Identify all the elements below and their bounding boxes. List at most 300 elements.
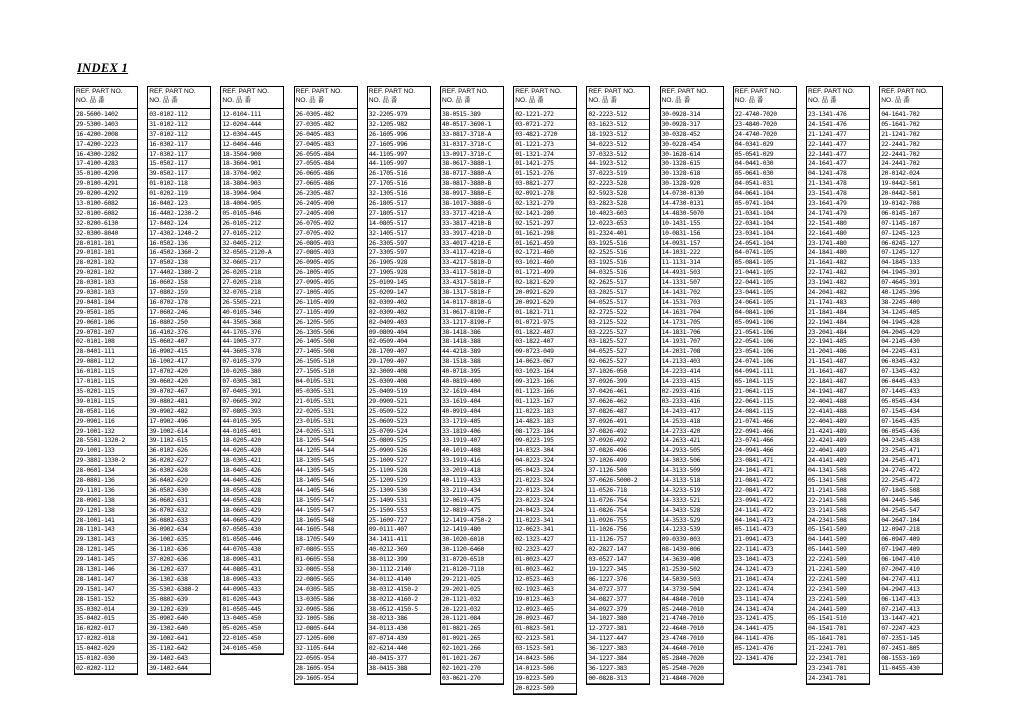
index-entry: 33-1819-406	[441, 427, 503, 437]
index-entry: 07-2247-423	[880, 624, 942, 634]
index-entry: 17-0502-138	[148, 258, 210, 268]
index-entry: 04-0541-031	[734, 179, 796, 189]
index-entry: 38-0817-3880-B	[441, 179, 503, 189]
index-entry: 28-1401-147	[75, 575, 137, 585]
index-entry: 17-0202-018	[75, 634, 137, 644]
index-entry: 06-1227-376	[587, 575, 649, 585]
index-entry: 05-2840-7020	[661, 654, 723, 664]
index-entry: 31-0102-112	[148, 120, 210, 130]
index-entry: 03-0527-147	[587, 555, 649, 565]
index-entry: 29-0101-101	[75, 248, 137, 258]
index-entry: 25-1609-727	[368, 516, 430, 526]
index-entry: 16-4402-1230-2	[148, 209, 210, 219]
index-entry: 22-1541-480	[807, 219, 869, 229]
index-entry: 25-0309-408	[368, 377, 430, 387]
index-entry: 14-2533-418	[661, 417, 723, 427]
index-entry: 30-1112-2140	[368, 565, 430, 575]
index-entry: 26-1705-516	[368, 169, 430, 179]
index-entry: 39-0502-117	[148, 169, 210, 179]
column-header	[441, 87, 503, 109]
index-entry: 22-1641-480	[807, 229, 869, 239]
index-entry: 02-2223-528	[587, 179, 649, 189]
index-entry: 07-0805-393	[221, 407, 283, 417]
index-entry: 38-1418-386	[441, 328, 503, 338]
index-entry: 34-1245-405	[880, 308, 942, 318]
index-entry: 37-1026-050	[587, 367, 649, 377]
index-entry: 01-1521-276	[514, 169, 576, 179]
index-entry: 34-0223-512	[587, 140, 649, 150]
index-entry: 02-6214-440	[368, 644, 430, 654]
index-entry: 19-0442-501	[880, 179, 942, 189]
index-entry: 44-0505-428	[221, 496, 283, 506]
index-entry: 37-0826-487	[587, 407, 649, 417]
index-entry: 02-0921-278	[514, 189, 576, 199]
index-entry: 27-1805-517	[368, 209, 430, 219]
index-entry: 30-0928-314	[661, 110, 723, 120]
index-entry: 40-0105-346	[221, 308, 283, 318]
index-entry: 14-2133-403	[661, 357, 723, 367]
index-entry: 06-1147-413	[880, 595, 942, 605]
index-entry: 44-3505-368	[221, 318, 283, 328]
index-entry: 17-0402-124	[148, 219, 210, 229]
index-entry: 16-0101-115	[75, 367, 137, 377]
column-rows	[295, 109, 357, 684]
header-no-hinban: NO. 品 番	[515, 97, 544, 104]
index-entry: 27-1105-499	[295, 308, 357, 318]
index-entry: 36-0302-628	[148, 466, 210, 476]
header-no-hinban: NO. 品 番	[661, 97, 691, 104]
index-entry: 34-0827-377	[587, 595, 649, 605]
index-entry: 26-1105-499	[295, 298, 357, 308]
index-entry: 28-1605-954	[295, 664, 357, 674]
index-entry: 05-0545-434	[880, 397, 942, 407]
index-entry: 40-0212-369	[368, 545, 430, 555]
index-entry: 26-2405-490	[295, 199, 357, 209]
index-entry: 34-0113-430	[368, 624, 430, 634]
index-entry: 14-0117-8010-G	[441, 298, 503, 308]
index-entry: 07-1245-123	[880, 229, 942, 239]
index-entry: 11-1131-314	[661, 258, 723, 268]
index-entry: 23-1541-478	[807, 189, 869, 199]
header-ref-part-no: REF. PART NO.	[76, 88, 123, 95]
index-entry: 37-0826-492	[587, 427, 649, 437]
index-entry: 39-0902-482	[148, 407, 210, 417]
index-entry: 40-1119-433	[441, 476, 503, 486]
index-entry: 01-0721-975	[514, 318, 576, 328]
index-entry: 26-0905-495	[295, 258, 357, 268]
index-entry: 21-0741-466	[734, 417, 796, 427]
index-entry: 44-3605-378	[221, 347, 283, 357]
index-entry: 24-2441-509	[807, 605, 869, 615]
index-entry: 28-0401-111	[75, 347, 137, 357]
index-entry: 28-0301-103	[75, 278, 137, 288]
index-entry: 04-1945-428	[880, 318, 942, 328]
index-entry: 18-0205-420	[221, 436, 283, 446]
index-entry: 24-0641-105	[734, 298, 796, 308]
index-entry: 04-2747-411	[880, 575, 942, 585]
index-entry: 29-0801-112	[75, 357, 137, 367]
index-entry: 25-1009-527	[368, 456, 430, 466]
index-entry: 23-4840-7020	[734, 120, 796, 130]
index-entry: 24-1941-487	[807, 387, 869, 397]
index-entry: 30-1628-614	[661, 150, 723, 160]
index-entry: 20-0923-467	[514, 614, 576, 624]
index-entry: 26-0605-486	[295, 169, 357, 179]
index-entry: 38-1518-388	[441, 357, 503, 367]
index-entry: 35-0302-014	[75, 605, 137, 615]
index-entry: 14-0805-517	[368, 219, 430, 229]
index-entry: 38-0415-388	[368, 664, 430, 674]
index-entry: 02-2223-512	[587, 110, 649, 120]
index-entry: 01-1621-459	[514, 239, 576, 249]
index-entry: 21-0941-473	[734, 535, 796, 545]
index-entry: 19-0223-509	[514, 674, 576, 684]
index-entry: 07-2351-145	[880, 634, 942, 644]
index-entry: 14-4730-0131	[661, 199, 723, 209]
index-entry: 23-0341-104	[734, 229, 796, 239]
index-entry: 34-0927-379	[587, 605, 649, 615]
index-entry: 24-4640-7010	[661, 644, 723, 654]
index-entry: 07-1445-433	[880, 387, 942, 397]
index-entry: 03-1825-527	[587, 337, 649, 347]
index-entry: 14-4931-503	[661, 268, 723, 278]
index-entry: 12-1419-480	[441, 525, 503, 535]
index-entry: 26-0305-482	[295, 110, 357, 120]
index-entry: 26-5505-221	[221, 298, 283, 308]
index-entry: 24-0541-104	[734, 239, 796, 249]
index-entry: 34-1027-380	[587, 614, 649, 624]
index-entry: 35-0802-639	[148, 595, 210, 605]
index-entry: 34-1411-411	[368, 535, 430, 545]
index-entry: 07-1947-409	[880, 545, 942, 555]
index-entry: 04-2145-430	[880, 337, 942, 347]
index-entry: 13-0100-6082	[75, 199, 137, 209]
index-entry: 14-3739-504	[661, 585, 723, 595]
index-entry: 24-0941-466	[734, 446, 796, 456]
index-entry: 07-2451-805	[880, 644, 942, 654]
index-entry: 12-0523-463	[514, 575, 576, 585]
index-entry: 27-0405-483	[295, 140, 357, 150]
index-entry: 01-1821-711	[514, 308, 576, 318]
index-entry: 02-2827-147	[587, 545, 649, 555]
index-entry: 28-0201-102	[75, 258, 137, 268]
index-entry: 07-1845-508	[880, 486, 942, 496]
index-entry: 04-0105-531	[295, 377, 357, 387]
index-entry: 37-0223-519	[587, 169, 649, 179]
index-entry: 22-4041-488	[807, 397, 869, 407]
index-entry: 14-3033-506	[661, 456, 723, 466]
index-entry: 21-1641-487	[807, 367, 869, 377]
index-entry: 04-0941-111	[734, 367, 796, 377]
index-entry: 14-0931-157	[661, 239, 723, 249]
index-entry: 22-0341-104	[734, 219, 796, 229]
index-entry: 21-1641-482	[807, 258, 869, 268]
index-entry: 03-0102-112	[148, 110, 210, 120]
index-entry: 25-1109-528	[368, 466, 430, 476]
index-entry: 04-1641-702	[880, 110, 942, 120]
index-entry: 04-0641-104	[734, 189, 796, 199]
index-entry: 31-0617-8190-F	[441, 308, 503, 318]
index-entry: 17-4302-1240-2	[148, 229, 210, 239]
index-entry: 05-0105-046	[221, 209, 283, 219]
index-entry: 04-0223-324	[514, 456, 576, 466]
index-entry: 01-1321-274	[514, 150, 576, 160]
column-rows	[734, 109, 796, 664]
index-entry: 29-0909-521	[368, 397, 430, 407]
index-column	[586, 86, 650, 685]
index-entry: 22-2441-702	[880, 140, 942, 150]
index-entry: 14-1233-539	[661, 525, 723, 535]
index-entry: 26-3305-597	[368, 239, 430, 249]
index-entry: 21-1241-702	[880, 130, 942, 140]
column-rows	[807, 109, 869, 684]
index-entry: 36-0502-630	[148, 486, 210, 496]
index-entry: 38-0917-3880-E	[441, 189, 503, 199]
index-entry: 21-4840-7020	[661, 674, 723, 684]
index-entry: 22-1741-482	[807, 268, 869, 278]
index-entry: 37-0626-5000-2	[587, 476, 649, 486]
index-entry: 02-5923-528	[587, 189, 649, 199]
index-entry: 01-0921-265	[441, 634, 503, 644]
header-ref-part-no: REF. PART NO.	[881, 88, 928, 95]
index-entry: 32-0605-217	[221, 258, 283, 268]
index-entry: 22-0105-450	[221, 634, 283, 644]
index-entry: 28-0801-136	[75, 476, 137, 486]
index-entry: 22-1441-477	[807, 150, 869, 160]
index-entry: 27-1605-996	[368, 140, 430, 150]
column-header	[587, 87, 649, 109]
index-entry: 22-1441-477	[807, 140, 869, 150]
index-entry: 13-1447-421	[880, 614, 942, 624]
index-entry: 06-1047-410	[880, 555, 942, 565]
index-entry: 36-1202-637	[148, 565, 210, 575]
index-entry: 22-0205-531	[295, 407, 357, 417]
index-entry: 35-0902-640	[148, 614, 210, 624]
index-entry: 14-1931-707	[661, 337, 723, 347]
index-entry: 30-1120-6460	[441, 545, 503, 555]
index-entry: 14-4830-5070	[661, 209, 723, 219]
index-entry: 16-0702-178	[148, 298, 210, 308]
index-entry: 01-1421-275	[514, 159, 576, 169]
index-entry: 01-2539-502	[661, 565, 723, 575]
index-entry: 09-3123-166	[514, 377, 576, 387]
index-entry: 40-1245-396	[880, 288, 942, 298]
index-entry: 32-0905-586	[295, 605, 357, 615]
index-entry: 33-3717-4210-A	[441, 209, 503, 219]
index-entry: 22-2441-702	[880, 150, 942, 160]
index-entry: 24-1141-472	[734, 506, 796, 516]
index-entry: 44-0805-431	[221, 565, 283, 575]
index-entry: 40-0819-400	[441, 377, 503, 387]
index-entry: 07-1645-435	[880, 417, 942, 427]
index-entry: 37-0926-491	[587, 417, 649, 427]
index-entry: 08-1723-184	[514, 427, 576, 437]
index-entry: 38-1317-5810-F	[441, 288, 503, 298]
index-entry: 25-0109-145	[368, 278, 430, 288]
index-entry: 23-0105-531	[295, 417, 357, 427]
index-entry: 22-4041-489	[807, 446, 869, 456]
index-entry: 15-0102-030	[75, 654, 137, 664]
index-entry: 23-0941-472	[734, 496, 796, 506]
index-entry: 24-2441-702	[880, 159, 942, 169]
index-entry: 29-5300-1403	[75, 120, 137, 130]
index-entry: 22-0541-106	[734, 337, 796, 347]
index-entry: 32-0300-8040	[75, 229, 137, 239]
index-entry: 14-3433-528	[661, 506, 723, 516]
index-entry: 39-1002-641	[148, 634, 210, 644]
index-entry: 00-0828-313	[587, 674, 649, 684]
index-entry: 27-2405-490	[295, 209, 357, 219]
index-entry: 14-1331-507	[661, 278, 723, 288]
index-entry: 23-2241-509	[807, 595, 869, 605]
index-entry: 31-0317-3710-C	[441, 140, 503, 150]
index-entry: 01-0605-558	[295, 555, 357, 565]
index-entry: 18-4004-905	[221, 199, 283, 209]
index-entry: 14-5039-503	[661, 575, 723, 585]
index-entry: 02-2625-517	[587, 278, 649, 288]
index-entry: 35-5302-6380-2	[148, 585, 210, 595]
index-entry: 06-0345-432	[880, 357, 942, 367]
index-column	[440, 86, 504, 685]
index-entry: 12-0304-445	[221, 130, 283, 140]
index-entry: 29-0901-116	[75, 417, 137, 427]
header-ref-part-no: REF. PART NO.	[588, 88, 635, 95]
index-entry: 05-0641-030	[734, 169, 796, 179]
index-entry: 05-0541-029	[734, 150, 796, 160]
index-entry: 15-0602-407	[148, 337, 210, 347]
index-entry: 14-3533-529	[661, 516, 723, 526]
index-entry: 27-0805-493	[295, 248, 357, 258]
index-entry: 26-0405-483	[295, 130, 357, 140]
page-title: INDEX 1	[77, 61, 129, 75]
index-entry: 21-2241-701	[807, 644, 869, 654]
index-entry: 32-1205-982	[368, 120, 430, 130]
index-entry: 23-1141-474	[734, 595, 796, 605]
index-entry: 28-5501-1320-2	[75, 436, 137, 446]
column-rows	[441, 109, 503, 684]
index-entry: 19-0142-708	[880, 199, 942, 209]
index-entry: 03-0721-272	[514, 120, 576, 130]
index-entry: 04-1945-391	[880, 268, 942, 278]
index-entry: 02-1221-272	[514, 110, 576, 120]
index-entry: 18-1505-547	[295, 496, 357, 506]
index-entry: 14-0323-304	[514, 446, 576, 456]
index-entry: 28-0901-138	[75, 496, 137, 506]
index-entry: 09-0723-049	[514, 347, 576, 357]
index-entry: 29-1001-133	[75, 446, 137, 456]
index-entry: 07-0714-439	[368, 634, 430, 644]
index-entry: 37-0926-492	[587, 436, 649, 446]
index-entry: 14-2031-708	[661, 347, 723, 357]
index-entry: 10-0205-380	[221, 367, 283, 377]
index-entry: 04-0525-517	[587, 298, 649, 308]
index-entry: 05-2440-7010	[661, 605, 723, 615]
index-entry: 14-2933-505	[661, 446, 723, 456]
index-entry: 33-1919-407	[441, 436, 503, 446]
index-entry: 39-0702-467	[148, 387, 210, 397]
index-entry: 05-1441-509	[807, 545, 869, 555]
index-entry: 21-2041-486	[807, 347, 869, 357]
index-entry: 26-1205-505	[295, 318, 357, 328]
index-entry: 19-1227-345	[587, 565, 649, 575]
index-column	[660, 86, 724, 685]
index-entry: 07-1545-434	[880, 407, 942, 417]
index-entry: 34-1127-447	[587, 634, 649, 644]
index-entry: 09-0809-404	[368, 328, 430, 338]
index-entry: 25-0709-524	[368, 427, 430, 437]
index-entry: 18-0905-433	[221, 575, 283, 585]
index-entry: 27-0205-218	[221, 278, 283, 288]
index-entry: 24-4740-7020	[734, 130, 796, 140]
index-entry: 18-3504-900	[221, 150, 283, 160]
column-rows	[148, 109, 210, 674]
index-entry: 18-0505-428	[221, 486, 283, 496]
index-entry: 22-1841-487	[807, 377, 869, 387]
index-entry: 25-1309-530	[368, 486, 430, 496]
index-entry: 44-1605-548	[295, 525, 357, 535]
index-entry: 18-1305-545	[295, 456, 357, 466]
index-entry: 24-0423-324	[514, 506, 576, 516]
index-entry: 35-0100-4290	[75, 169, 137, 179]
index-column	[806, 86, 870, 685]
index-entry: 33-3917-4210-D	[441, 229, 503, 239]
index-entry: 40-0415-377	[368, 654, 430, 664]
index-entry: 04-2647-104	[880, 516, 942, 526]
index-entry: 23-1741-480	[807, 239, 869, 249]
index-entry: 22-4640-7010	[661, 624, 723, 634]
column-header	[368, 87, 430, 109]
index-entry: 03-2333-416	[661, 397, 723, 407]
index-entry: 29-0701-107	[75, 328, 137, 338]
index-entry: 33-4017-4210-E	[441, 239, 503, 249]
index-entry: 28-0101-101	[75, 239, 137, 249]
index-entry: 29-1401-145	[75, 555, 137, 565]
index-entry: 25-0609-523	[368, 417, 430, 427]
index-entry: 22-2341-509	[807, 585, 869, 595]
index-entry: 23-0741-466	[734, 436, 796, 446]
index-entry: 20-0921-629	[514, 298, 576, 308]
index-entry: 04-0341-029	[734, 140, 796, 150]
index-entry: 21-0120-7110	[441, 565, 503, 575]
index-entry: 26-0805-493	[295, 239, 357, 249]
index-entry: 01-0505-446	[221, 535, 283, 545]
header-ref-part-no: REF. PART NO.	[734, 88, 782, 95]
index-entry: 37-1126-500	[587, 466, 649, 476]
index-entry: 05-1541-509	[807, 525, 869, 535]
column-rows	[661, 109, 723, 684]
header-ref-part-no: REF. PART NO.	[442, 88, 489, 95]
index-entry: 12-0923-465	[514, 605, 576, 615]
index-entry: 27-3305-597	[368, 248, 430, 258]
index-entry: 36-0602-631	[148, 496, 210, 506]
index-entry: 22-4141-488	[807, 407, 869, 417]
index-entry: 23-1941-482	[807, 278, 869, 288]
index-entry: 02-0509-404	[368, 337, 430, 347]
index-column	[733, 86, 797, 665]
index-entry: 39-1102-615	[148, 436, 210, 446]
index-entry: 05-1241-476	[734, 644, 796, 654]
header-no-hinban: NO. 品 番	[368, 97, 398, 104]
index-entry: 16-1002-417	[148, 357, 210, 367]
index-entry: 37-0202-636	[148, 555, 210, 565]
column-header	[661, 87, 723, 109]
index-entry: 40-0919-404	[441, 407, 503, 417]
index-entry: 14-0423-506	[514, 654, 576, 664]
index-entry: 21-0105-531	[295, 397, 357, 407]
index-entry: 05-0205-450	[221, 624, 283, 634]
index-entry: 26-0105-212	[221, 219, 283, 229]
index-entry: 32-1105-644	[295, 644, 357, 654]
